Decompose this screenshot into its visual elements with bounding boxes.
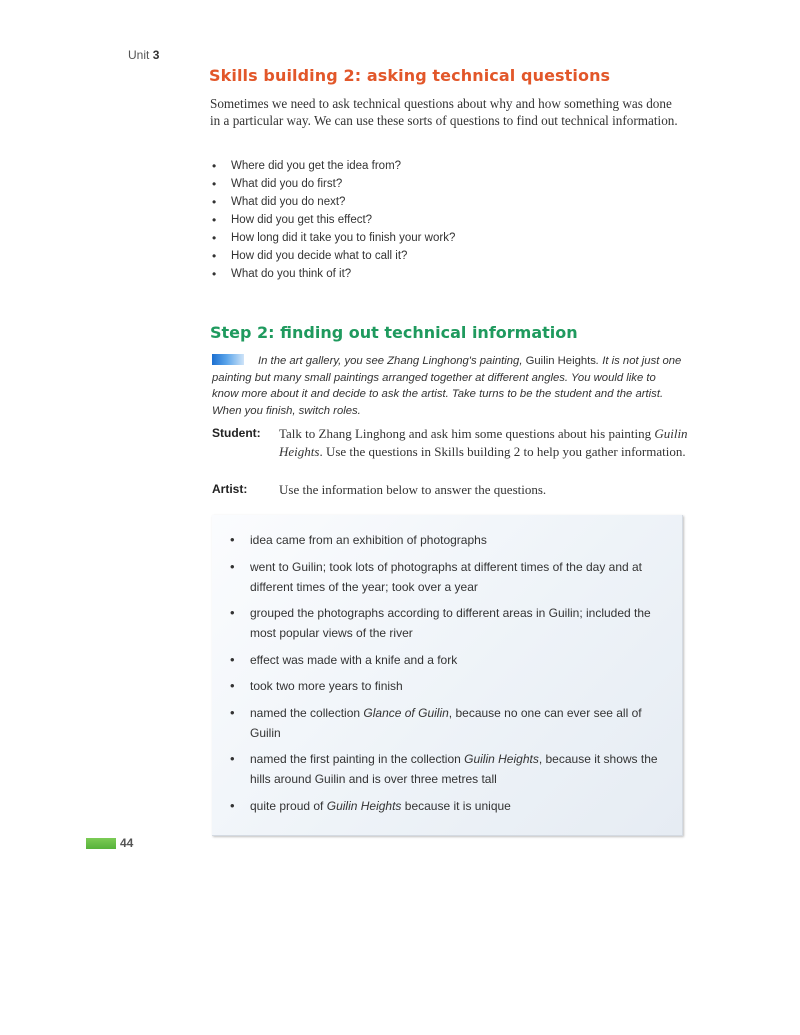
page-number: 44 [120, 836, 134, 850]
instruction-text-a: In the art gallery, you see Zhang Linghong's painting, [258, 355, 526, 367]
painting-title: Guilin Heights [326, 798, 402, 813]
skills-building-title: Skills building 2: asking technical questions [209, 66, 611, 85]
student-text-b: . Use the questions in Skills building 2 to help you gather information. [319, 443, 686, 459]
instruction-text-b: . It is not just one painting but many small paintings arranged together at different angles. You would like to know more about it and decide to ask the artist. Take turns to be the student and the artist. When you finish, switch roles. [212, 355, 682, 417]
skills-intro-paragraph: Sometimes we need to ask technical questions about why and how something was done in a particular way. We can use these sorts of questions to find out technical information. [210, 96, 678, 128]
info-text: , because no one can ever see all of Guilin [250, 705, 642, 740]
step-title: Step 2: finding out technical information [210, 323, 578, 342]
unit-label [128, 48, 159, 62]
page-number-bar [86, 838, 116, 849]
info-text: quite proud of [250, 798, 327, 813]
collection-title: Glance of Guilin [363, 705, 449, 720]
question-item: • How did you get this effect? [212, 211, 455, 229]
student-text-a: Talk to Zhang Linghong and ask him some questions about his painting [279, 426, 655, 441]
question-item: • What did you do next? [212, 193, 455, 211]
question-item: • What do you think of it? [212, 265, 455, 283]
question-item: • How long did it take you to finish your work? [212, 229, 455, 247]
info-item: • took two more years to finish [230, 676, 660, 696]
instruction-painting-title: Guilin Heights [525, 355, 596, 367]
artist-info-list [230, 530, 660, 822]
artist-text: Use the information below to answer the questions. [279, 482, 547, 497]
artist-label: Artist: [212, 482, 248, 496]
question-item: • Where did you get the idea from? [212, 157, 455, 175]
info-text: named the collection [250, 705, 364, 720]
info-text: because it is unique [401, 798, 511, 813]
student-painting-title: Guilin Heights [279, 426, 688, 459]
unit-number: 3 [152, 48, 160, 62]
info-text: named the first painting in the collection [250, 752, 465, 766]
info-text: , because it shows the hills around Guilin and is over three metres tall [250, 752, 658, 786]
student-text [279, 425, 689, 460]
info-item [230, 703, 660, 743]
painting-title: Guilin Heights [464, 752, 539, 766]
question-list [212, 157, 455, 283]
unit-prefix: Unit [128, 48, 150, 62]
artist-info-box [212, 515, 683, 836]
pair-work-marker-icon [212, 354, 244, 365]
info-item: • idea came from an exhibition of photographs [230, 530, 660, 550]
info-item: • effect was made with a knife and a fork [230, 650, 660, 670]
student-label: Student: [212, 426, 261, 440]
info-item [230, 749, 660, 789]
info-item [230, 796, 660, 816]
question-item: • What did you do first? [212, 175, 455, 193]
info-item: • grouped the photographs according to different areas in Guilin; included the most popular views of the river [230, 603, 660, 643]
question-item: • How did you decide what to call it? [212, 247, 455, 265]
info-item: • went to Guilin; took lots of photographs at different times of the day and at different times of the year; took over a year [230, 557, 660, 597]
step-instruction [212, 353, 682, 419]
